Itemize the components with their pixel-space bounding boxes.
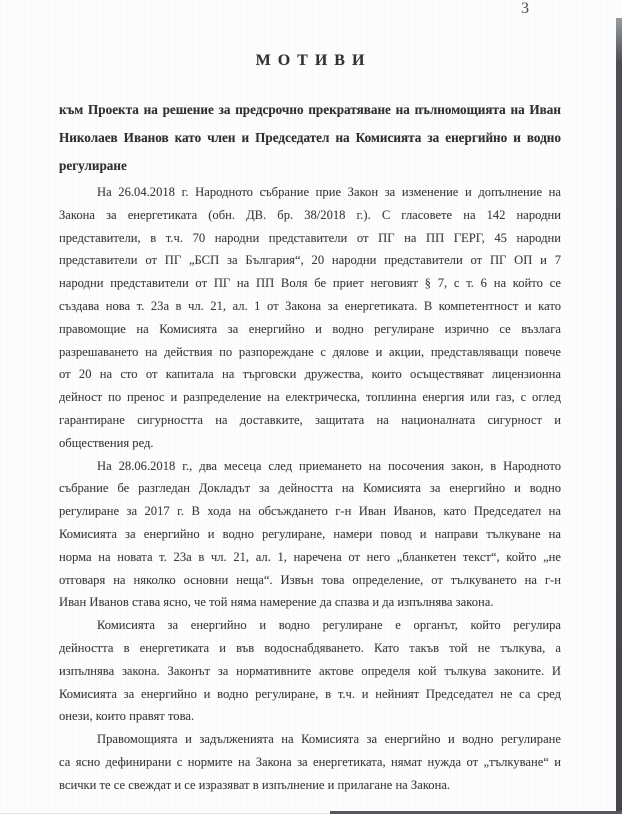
heading-line: Николаев Иванов като член и Председател на Комисията за енергийно и водно	[59, 130, 561, 145]
heading-line: регулиране	[59, 158, 127, 173]
text-line: Комисията за енергийно и водно регулиране е органът, който регулира	[97, 618, 561, 633]
text-line: дейността в енергетиката и във водоснабдяването. Като такъв той не тълкува, а	[59, 640, 561, 655]
text-line: обществения ред.	[59, 435, 154, 450]
scan-edge-right-band	[616, 18, 622, 814]
text-line: Комисията за енергийно и водно регулиране, в т.ч. и нейният Председател не са сред	[59, 686, 561, 701]
text-line: регулиране за 2017 г. В хода на обсъждането г-н Иван Иванов, като Председател на	[59, 504, 561, 519]
document-subject-heading	[59, 96, 561, 180]
text-line: събрание бе разгледан Докладът за дейността на Комисията за енергийно и водно	[59, 481, 561, 496]
text-line: На 28.06.2018 г., два месеца след приемането на посочения закон, в Народното	[97, 458, 561, 473]
text-line: са ясно дефинирани с нормите на Закона за енергетиката, нямат нужда от „тълкуване“ и	[59, 754, 561, 769]
text-line: разрешаването на действия по разпореждане с дялове и акции, представляващи повече	[59, 344, 561, 359]
text-line: Закона за енергетиката (обн. ДВ. бр. 38/2018 г.). С гласовете на 142 народни	[59, 207, 561, 222]
text-line: дейност по пренос и разпределение на електрическа, топлинна енергия или газ, с оглед	[59, 390, 561, 405]
text-line: от 20 на сто от капитала на търговски дружества, които осъществяват лицензионна	[59, 367, 561, 382]
text-line: създава нова т. 23а в чл. 21, ал. 1 от Закона за енергетиката. В компетентност и като	[59, 298, 561, 313]
page-number: 3	[521, 0, 529, 17]
text-line: онези, които правят това.	[59, 709, 195, 724]
text-line: норма на новата т. 23а в чл. 21, ал. 1, наречена от него „бланкетен текст“, който „не	[59, 549, 561, 564]
heading-line: към Проекта на решение за предсрочно прекратяване на пълномощията на Иван	[59, 102, 561, 117]
text-line: отговаря на няколко основни неща“. Извън това определение, от тълкуването на г-н	[59, 572, 561, 587]
document-title: МОТИВИ	[255, 52, 372, 69]
text-line: народни представители от ПГ на ПП Воля бе приет неговият § 7, с т. 6 на който се	[59, 276, 561, 291]
text-line: представители, в т.ч. 70 народни представители от ПГ на ПП ГЕРГ, 45 народни	[59, 230, 561, 245]
text-line: правомощие на Комисията за енергийно и водно регулиране изрично се възлага	[59, 321, 561, 336]
text-line: Правомощията и задълженията на Комисията за енергийно и водно регулиране	[97, 732, 561, 747]
text-line: Комисията за енергийно и водно регулиране, намери повод и направи тълкуване на	[59, 526, 561, 541]
text-line: На 26.04.2018 г. Народното събрание прие Закон за изменение и допълнение на	[97, 185, 561, 199]
document-body	[59, 181, 561, 797]
text-line: всички те се свеждат и се изразяват в изпълнение и прилагане на Закона.	[59, 777, 451, 792]
text-line: представители от ПГ „БСП за България“, 20 народни представители от ПГ ОП и 7	[59, 253, 561, 268]
text-line: изпълнява закона. Законът за нормативните актове определя кой тълкува законите. И	[59, 663, 561, 678]
text-line: гарантиране сигурността на доставките, защитата на националната сигурност и	[59, 412, 561, 427]
text-line: Иван Иванов става ясно, че той няма намерение да спазва и да изпълнява закона.	[59, 595, 494, 610]
